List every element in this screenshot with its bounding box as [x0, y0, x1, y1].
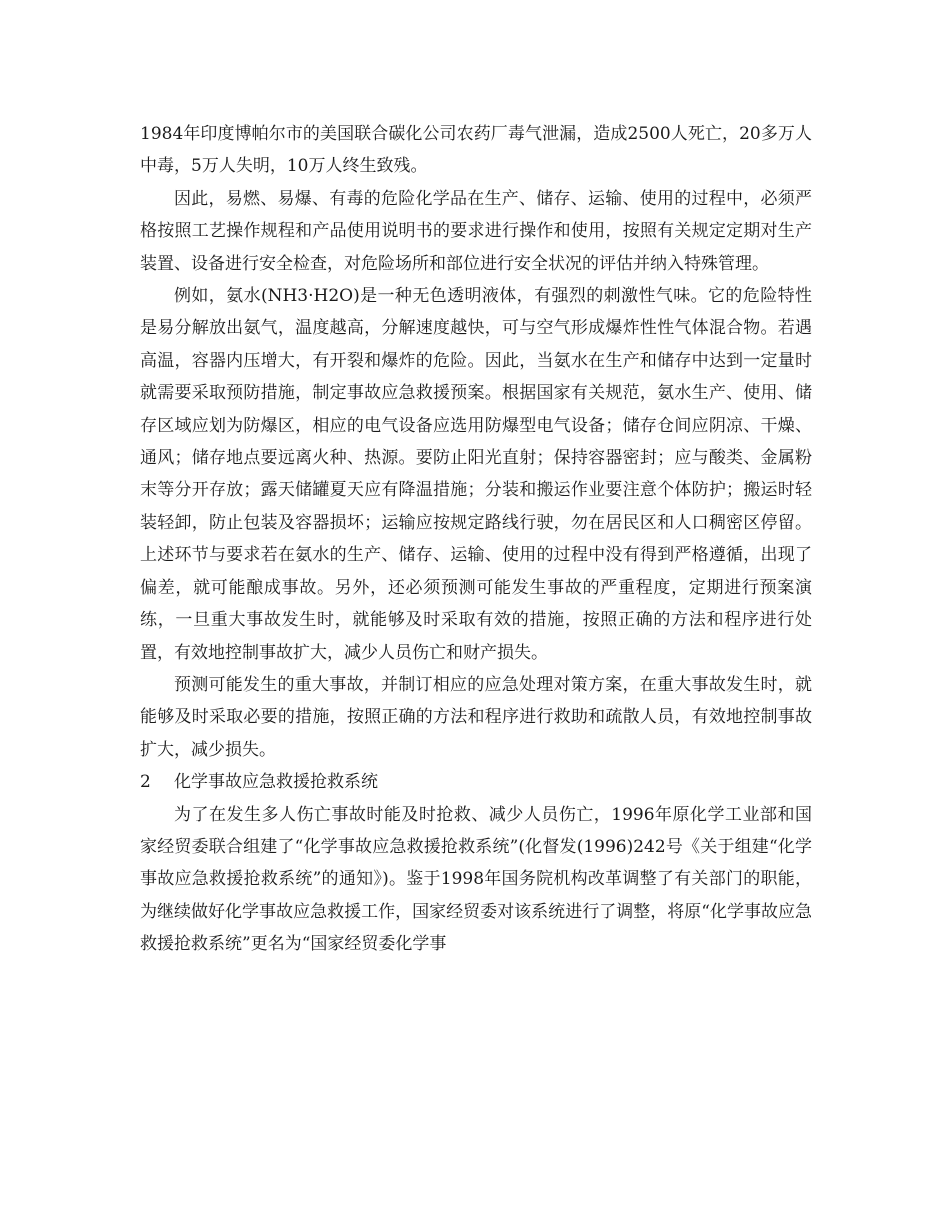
- paragraph-bhopal: 1984年印度博帕尔市的美国联合碳化公司农药厂毒气泄漏，造成2500人死亡，20多万人中毒，5万人失明，10万人终生致残。: [140, 124, 812, 177]
- section-number: 2: [140, 772, 151, 793]
- section-heading: [140, 766, 812, 798]
- section-title: 化学事故应急救援抢救系统: [174, 772, 378, 793]
- paragraph-prediction: 预测可能发生的重大事故，并制订相应的应急处理对策方案，在重大事故发生时，就能够及时采取必要的措施，按照正确的方法和程序进行救助和疏散人员，有效地控制事故扩大，减少损失。: [140, 674, 812, 760]
- paragraph-ammonia-example: 例如，氨水(NH3·H2O)是一种无色透明液体，有强烈的刺激性气味。它的危险特性是易分解放出氨气，温度越高，分解速度越快，可与空气形成爆炸性性气体混合物。若遇高温，容器内压增大，有开裂和爆炸的危险。因此，当氨水在生产和储存中达到一定量时就需要采取预防措施，制定事故应急救援预案。根据国家有关规范，氨水生产、使用、储存区域应划为防爆区，相应的电气设备应选用防爆型电气设备；储存仓间应阴凉、干燥、通风；储存地点要远离火种、热源。要防止阳光直射；保持容器密封；应与酸类、金属粉末等分开存放；露天储罐夏天应有降温措施；分装和搬运作业要注意个体防护；搬运时轻装轻卸，防止包装及容器损坏；运输应按规定路线行驶，勿在居民区和人口稠密区停留。上述环节与要求若在氨水的生产、储存、运输、使用的过程中没有得到严格遵循，出现了偏差，就可能酿成事故。另外，还必须预测可能发生事故的严重程度，定期进行预案演练，一旦重大事故发生时，就能够及时采取有效的措施，按照正确的方法和程序进行处置，有效地控制事故扩大，减少人员伤亡和财产损失。: [140, 286, 812, 663]
- paragraph-management: 因此，易燃、易爆、有毒的危险化学品在生产、储存、运输、使用的过程中，必须严格按照工艺操作规程和产品使用说明书的要求进行操作和使用，按照有关规定定期对生产装置、设备进行安全检查，对危险场所和部位进行安全状况的评估并纳入特殊管理。: [140, 188, 812, 274]
- paragraph-rescue-system: 为了在发生多人伤亡事故时能及时抢救、减少人员伤亡，1996年原化学工业部和国家经贸委联合组建了“化学事故应急救援抢救系统”(化督发(1996)242号《关于组建“化学事故应急救援抢救系统”的通知》)。鉴于1998年国务院机构改革调整了有关部门的职能，为继续做好化学事故应急救援工作，国家经贸委对该系统进行了调整，将原“化学事故应急救援抢救系统”更名为“国家经贸委化学事: [140, 804, 812, 955]
- document-page: [140, 118, 812, 961]
